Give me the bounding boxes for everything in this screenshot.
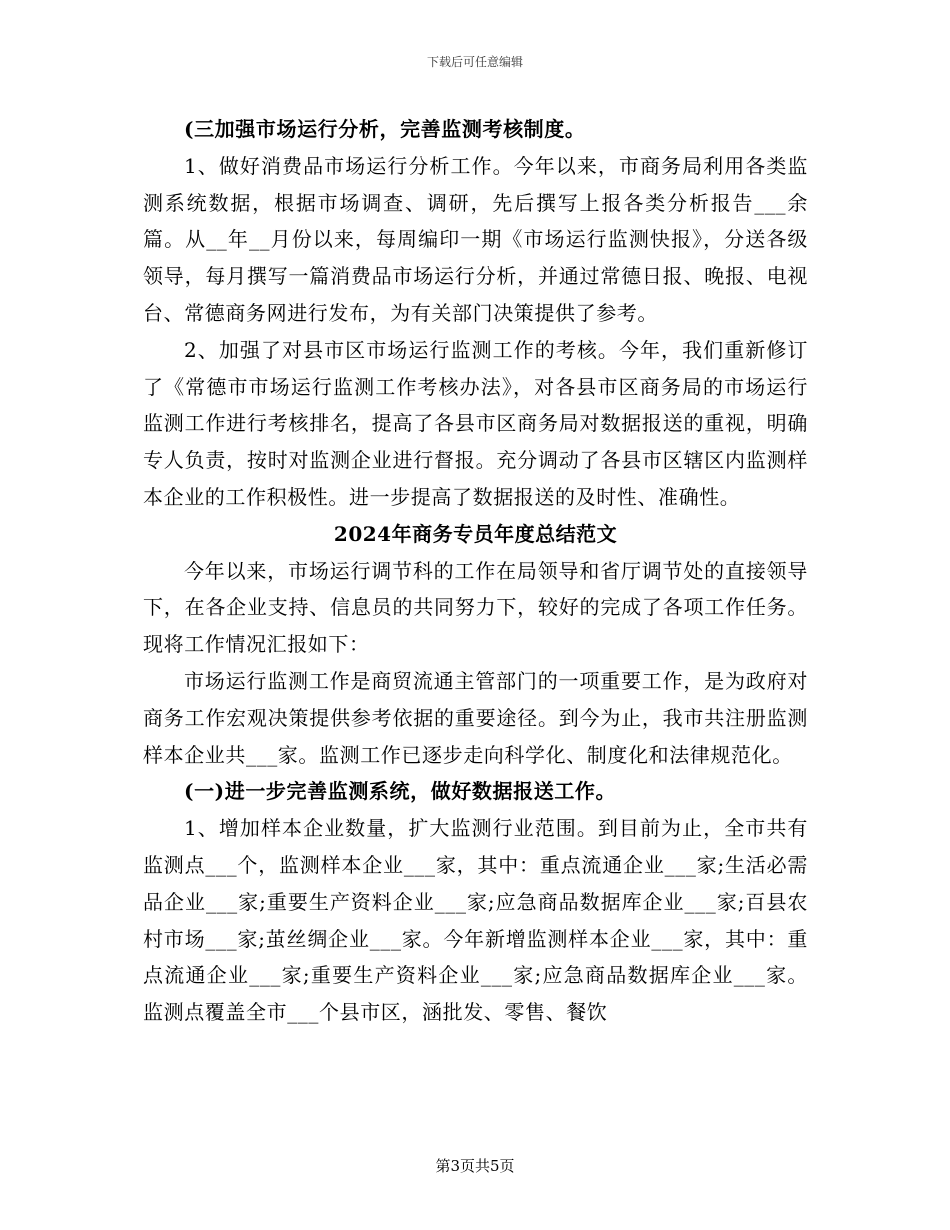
page-footer: 第3页共5页: [435, 1157, 515, 1175]
intro-paragraph-1: 今年以来，市场运行调节科的工作在局领导和省厅调节处的直接领导下，在各企业支持、信息员的共同努力下，较好的完成了各项工作任务。现将工作情况汇报如下：: [143, 558, 808, 657]
section-1-paragraph-1: 1、增加样本企业数量，扩大监测行业范围。到目前为止，全市共有监测点___个，监测样本企业___家，其中：重点流通企业___家;生活必需品企业___家;重要生产资料企业___家;应急商品数据库企业___家;百县农村市场___家;茧丝绸企业___家。今年新增监测样本企业___家，其中：重点流通企业___家;重要生产资料企业___家;应急商品数据库企业___家。监测点覆盖全市___个县市区，涵批发、零售、餐饮: [143, 816, 808, 1025]
document-body: [143, 111, 808, 1031]
section-3-paragraph-2: 2、加强了对县市区市场运行监测工作的考核。今年，我们重新修订了《常德市市场运行监测工作考核办法》，对各县市区商务局的市场运行监测工作进行考核排名，提高了各县市区商务局对数据报送的重视，明确专人负责，按时对监测企业进行督报。充分调动了各县市区辖区内监测样本企业的工作积极性。进一步提高了数据报送的及时性、准确性。: [143, 337, 808, 509]
section-1-heading: (一)进一步完善监测系统，做好数据报送工作。: [184, 779, 617, 804]
intro-paragraph-2: 市场运行监测工作是商贸流通主管部门的一项重要工作，是为政府对商务工作宏观决策提供参考依据的重要途径。到今为止，我市共注册监测样本企业共___家。监测工作已逐步走向科学化、制度化和法律规范化。: [143, 668, 808, 767]
section-3-heading: (三加强市场运行分析，完善监测考核制度。: [184, 117, 586, 141]
header-note: 下载后可任意编辑: [426, 55, 523, 69]
section-3-paragraph-1: 1、做好消费品市场运行分析工作。今年以来，市商务局利用各类监测系统数据，根据市场调查、调研，先后撰写上报各类分析报告___余篇。从__年__月份以来，每周编印一期《市场运行监测快报》，分送各级领导，每月撰写一篇消费品市场运行分析，并通过常德日报、晚报、电视台、常德商务网进行发布，为有关部门决策提供了参考。: [143, 153, 808, 325]
document-title: 2024年商务专员年度总结范文: [333, 521, 618, 546]
